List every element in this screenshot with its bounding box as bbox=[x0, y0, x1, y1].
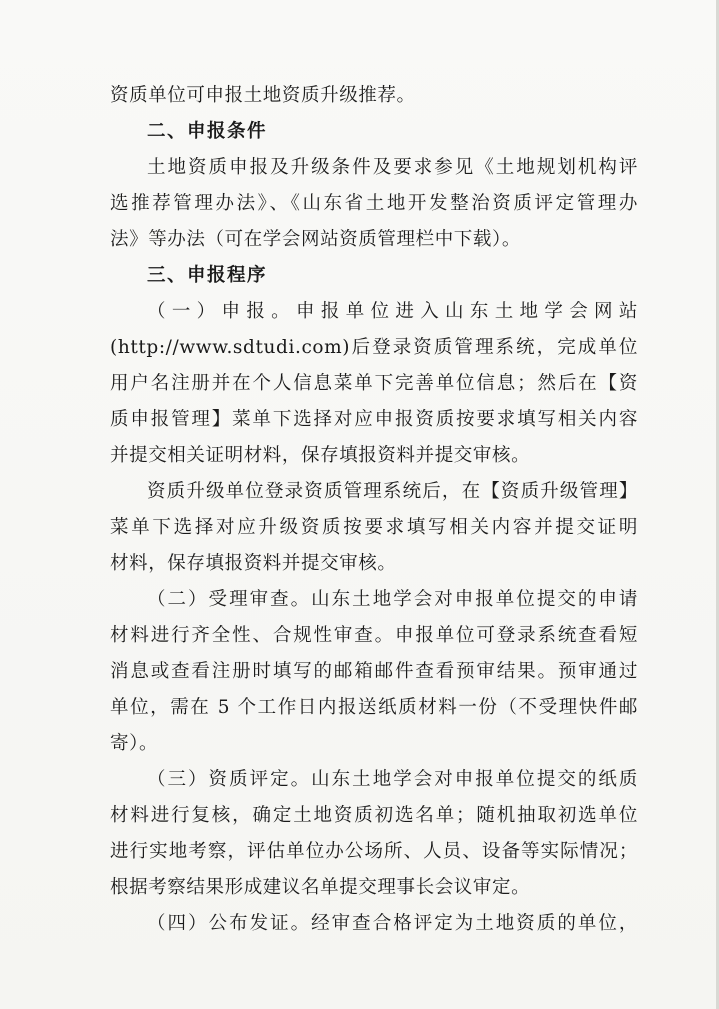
body-line: 土地资质申报及升级条件及要求参见《土地规划机构评 bbox=[147, 157, 638, 178]
body-line: （二）受理审查。山东土地学会对申报单位提交的申请 bbox=[147, 589, 638, 610]
body-line: 单位，需在 5 个工作日内报送纸质材料一份（不受理快件邮 bbox=[110, 697, 638, 718]
body-line: (http://www.sdtudi.com)后登录资质管理系统，完成单位 bbox=[110, 337, 638, 358]
body-line: 进行实地考察，评估单位办公场所、人员、设备等实际情况； bbox=[110, 841, 638, 862]
body-line: 消息或查看注册时填写的邮箱邮件查看预审结果。预审通过 bbox=[110, 661, 638, 682]
body-line: 根据考察结果形成建议名单提交理事长会议审定。 bbox=[110, 877, 531, 898]
body-line: 质申报管理】菜单下选择对应申报资质按要求填写相关内容 bbox=[110, 409, 638, 430]
body-line: 并提交相关证明材料，保存填报资料并提交审核。 bbox=[110, 445, 531, 466]
body-line: （三）资质评定。山东土地学会对申报单位提交的纸质 bbox=[147, 769, 638, 790]
body-line: （一）申报。申报单位进入山东土地学会网站 bbox=[147, 301, 638, 322]
body-line: 法》等办法（可在学会网站资质管理栏中下载）。 bbox=[110, 229, 521, 250]
body-line: 材料进行复核，确定土地资质初选名单；随机抽取初选单位 bbox=[110, 805, 638, 826]
body-line: 选推荐管理办法》、《山东省土地开发整治资质评定管理办 bbox=[110, 193, 638, 214]
body-line: 用户名注册并在个人信息菜单下完善单位信息；然后在【资 bbox=[110, 373, 638, 394]
body-line: 资质升级单位登录资质管理系统后，在【资质升级管理】 bbox=[147, 481, 638, 502]
body-line: 材料进行齐全性、合规性审查。申报单位可登录系统查看短 bbox=[110, 625, 638, 646]
section-heading-conditions: 二、申报条件 bbox=[147, 121, 268, 142]
body-line: （四）公布发证。经审查合格评定为土地资质的单位， bbox=[147, 913, 638, 934]
body-line: 菜单下选择对应升级资质按要求填写相关内容并提交证明 bbox=[110, 517, 638, 538]
body-line: 寄）。 bbox=[110, 733, 159, 754]
section-heading-procedure: 三、申报程序 bbox=[147, 265, 268, 286]
body-line: 资质单位可申报土地资质升级推荐。 bbox=[110, 85, 416, 106]
body-line: 材料，保存填报资料并提交审核。 bbox=[110, 553, 397, 574]
